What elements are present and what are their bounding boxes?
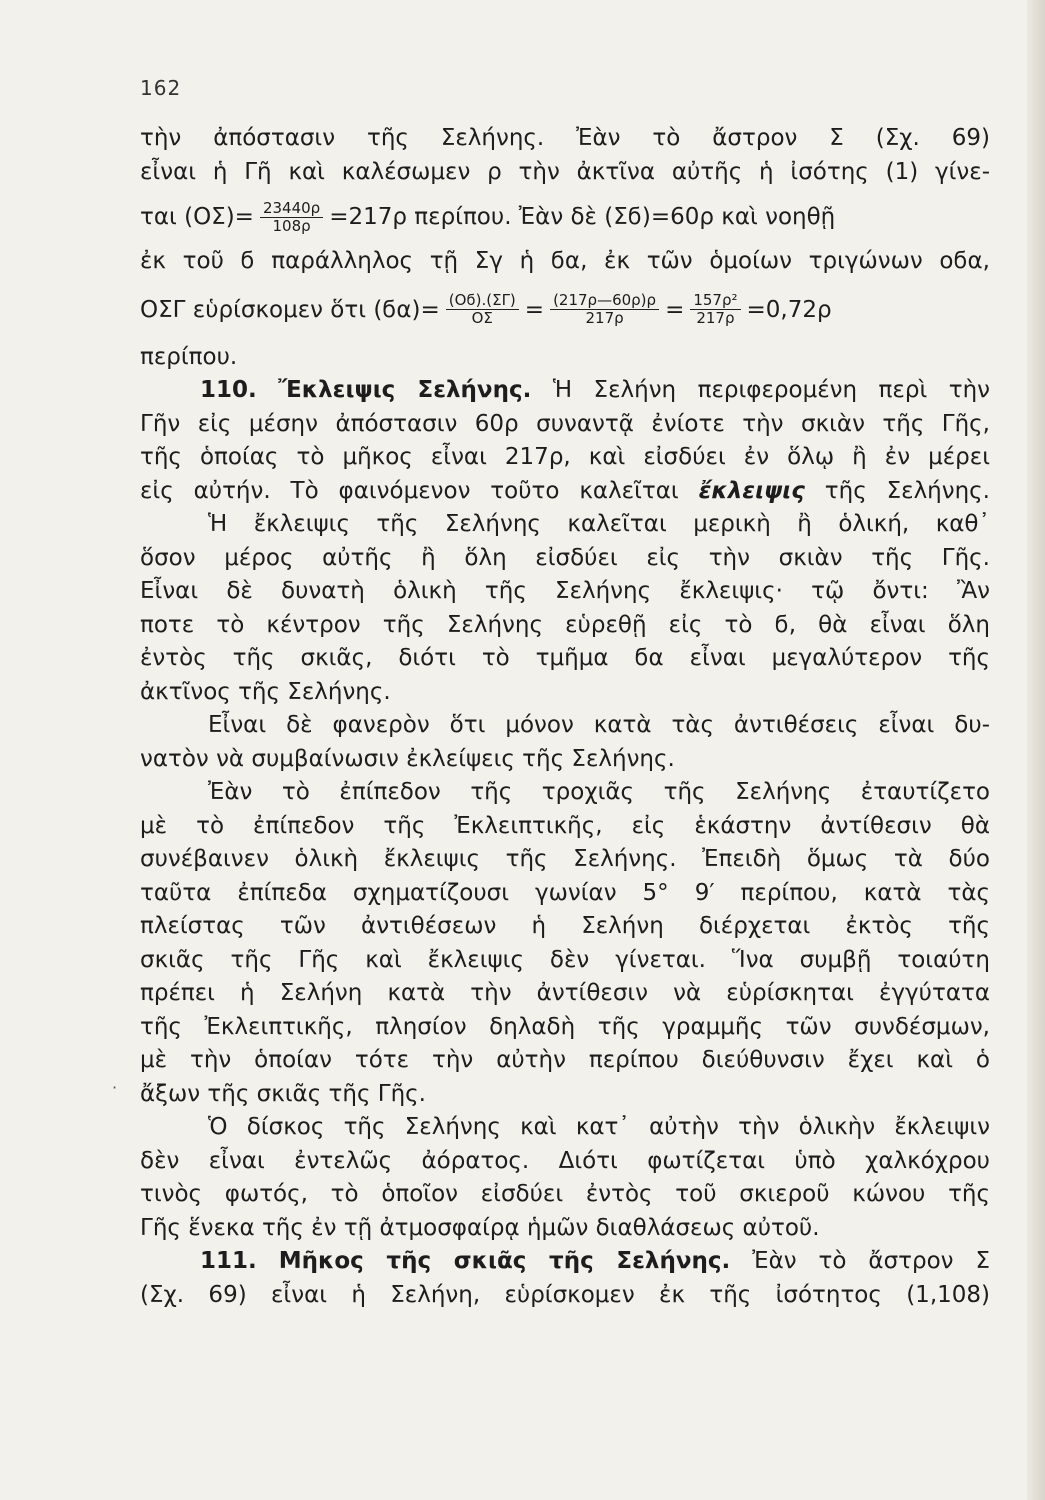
fraction-numerator: (217ρ—60ρ)ρ [550, 292, 659, 310]
text-line: Ὁ δίσκος τῆς Σελήνης καὶ κατ᾽ αὐτὴν τὴν ὁλικὴν ἔκλειψιν [208, 1114, 990, 1140]
text-line: εἶναι ἡ Γῆ καὶ καλέσωμεν ρ τὴν ἀκτῖνα αὐτῆς ἡ ἰσότης (1) γίνε- [140, 158, 990, 185]
text-line: Γῆς ἕνεκα τῆς ἐν τῇ ἀτμοσφαίρᾳ ἡμῶν διαθλάσεως αὐτοῦ. [140, 1214, 820, 1241]
equation-line [140, 279, 990, 341]
text-line: νατὸν νὰ συμβαίνωσιν ἐκλείψεις τῆς Σελήνης. [140, 745, 675, 772]
text-line: (Σχ. 69) εἶναι ἡ Σελήνη, εὑρίσκομεν ἐκ τῆς ἰσότητος (1,108) [140, 1281, 990, 1308]
equation-prefix: ΟΣΓ εὑρίσκομεν ὅτι (ϭα)= [140, 296, 440, 323]
emphasized-term: ἔκλειψις [698, 477, 805, 504]
text-line [140, 475, 990, 509]
text-line: ταῦτα ἐπίπεδα σχηματίζουσι γωνίαν 5° 9′ περίπου, κατὰ τὰς [140, 879, 990, 906]
text-line: πλείστας τῶν ἀντιθέσεων ἡ Σελήνη διέρχεται ἐκτὸς τῆς [140, 913, 990, 939]
text-line: ποτε τὸ κέντρον τῆς Σελήνης εὑρεθῇ εἰς τὸ ϭ, θὰ εἶναι ὅλη [140, 611, 990, 638]
fraction-denominator: 217ρ [585, 309, 624, 327]
fraction [550, 292, 659, 327]
text-line: Εἶναι δὲ δυνατὴ ὁλικὴ τῆς Σελήνης ἔκλειψις· τῷ ὄντι: Ἂν [140, 578, 990, 604]
text-line: ὅσον μέρος αὐτῆς ἢ ὅλη εἰσδύει εἰς τὴν σκιὰν τῆς Γῆς. [140, 544, 990, 571]
equation-suffix: =0,72ρ [746, 296, 832, 323]
text-line: ἀκτῖνος τῆς Σελήνης. [140, 678, 391, 705]
equation-line [140, 189, 990, 245]
fraction [446, 292, 519, 327]
page-edge [1027, 0, 1045, 1500]
text-line: μὲ τὴν ὁποίαν τότε τὴν αὐτὴν περίπου διεύθυνσιν ἔχει καὶ ὁ [140, 1047, 990, 1073]
section-text: Ἡ Σελήνη περιφερομένη περὶ τὴν [552, 377, 990, 403]
fraction-denominator: 108ρ [272, 216, 311, 235]
text-line: Ἡ ἔκλειψις τῆς Σελήνης καλεῖται μερικὴ ἢ ὁλική, καθ᾽ [208, 511, 990, 537]
text-line: Εἶναι δὲ φανερὸν ὅτι μόνον κατὰ τὰς ἀντιθέσεις εἶναι δυ- [208, 712, 990, 738]
section-title: Ἔκλειψις Σελήνης. [278, 377, 532, 403]
text-line: δὲν εἶναι ἐντελῶς ἀόρατος. Διότι φωτίζεται ὑπὸ χαλκόχρου [140, 1147, 990, 1174]
equals-sign: = [524, 296, 545, 323]
text-line: περίπου. [140, 343, 238, 370]
section-text: Ἐὰν τὸ ἄστρον Σ [752, 1248, 990, 1274]
fraction-denominator: 217ρ [696, 309, 735, 327]
fraction-numerator: 157ρ² [690, 292, 740, 310]
text-line: μὲ τὸ ἐπίπεδον τῆς Ἐκλειπτικῆς, εἰς ἑκάστην ἀντίθεσιν θὰ [140, 812, 990, 839]
text-line: σκιᾶς τῆς Γῆς καὶ ἔκλειψις δὲν γίνεται. Ἵνα συμβῇ τοιαύτη [140, 946, 990, 973]
fraction [690, 292, 740, 327]
section-number: 110. [200, 377, 257, 403]
text-line: πρέπει ἡ Σελήνη κατὰ τὴν ἀντίθεσιν νὰ εὑρίσκηται ἐγγύτατα [140, 980, 990, 1006]
equals-sign: = [665, 296, 685, 323]
equation-prefix: ται (ΟΣ)= [140, 204, 254, 230]
text-line: Γῆν εἰς μέσην ἀπόστασιν 60ρ συναντᾷ ἐνίοτε τὴν σκιὰν τῆς Γῆς, [140, 410, 990, 437]
section-title: Μῆκος τῆς σκιᾶς τῆς Σελήνης. [278, 1248, 731, 1274]
margin-mark: · [112, 1078, 118, 1097]
equation-suffix: =217ρ περίπου. Ἐὰν δὲ (Σϭ)=60ρ καὶ νοηθῇ [329, 204, 836, 230]
fraction-denominator: ΟΣ [471, 309, 493, 327]
text-span: τῆς Σελήνης. [824, 477, 990, 504]
text-line: ἐκ τοῦ ϭ παράλληλος τῇ Σγ ἡ ϭα, ἐκ τῶν ὁμοίων τριγώνων οϭα, [140, 248, 990, 274]
fraction-numerator: (Οϭ).(ΣΓ) [446, 292, 519, 310]
text-span: εἰς αὐτήν. Τὸ φαινόμενον τοῦτο καλεῖται [140, 477, 679, 504]
text-line: τὴν ἀπόστασιν τῆς Σελήνης. Ἐὰν τὸ ἄστρον Σ (Σχ. 69) [140, 125, 990, 151]
text-line: συνέβαινεν ὁλικὴ ἔκλειψις τῆς Σελήνης. Ἐπειδὴ ὅμως τὰ δύο [140, 846, 990, 872]
text-line: τῆς Ἐκλειπτικῆς, πλησίον δηλαδὴ τῆς γραμμῆς τῶν συνδέσμων, [140, 1013, 990, 1040]
text-line: τινὸς φωτός, τὸ ὁποῖον εἰσδύει ἐντὸς τοῦ σκιεροῦ κώνου τῆς [140, 1181, 990, 1207]
section-heading-line [140, 374, 990, 408]
fraction-numerator: 23440ρ [260, 200, 323, 218]
text-line: ἄξων τῆς σκιᾶς τῆς Γῆς. [140, 1080, 426, 1107]
text-line: ἐντὸς τῆς σκιᾶς, διότι τὸ τμῆμα ϭα εἶναι μεγαλύτερον τῆς [140, 645, 990, 671]
fraction [260, 200, 323, 235]
section-number: 111. [200, 1248, 257, 1274]
text-line: τῆς ὁποίας τὸ μῆκος εἶναι 217ρ, καὶ εἰσδύει ἐν ὅλῳ ἢ ἐν μέρει [140, 444, 990, 470]
section-heading-line [140, 1245, 990, 1279]
page-number: 162 [140, 76, 182, 100]
text-line: Ἐὰν τὸ ἐπίπεδον τῆς τροχιᾶς τῆς Σελήνης ἐταυτίζετο [208, 779, 990, 805]
body-text [140, 122, 990, 1312]
